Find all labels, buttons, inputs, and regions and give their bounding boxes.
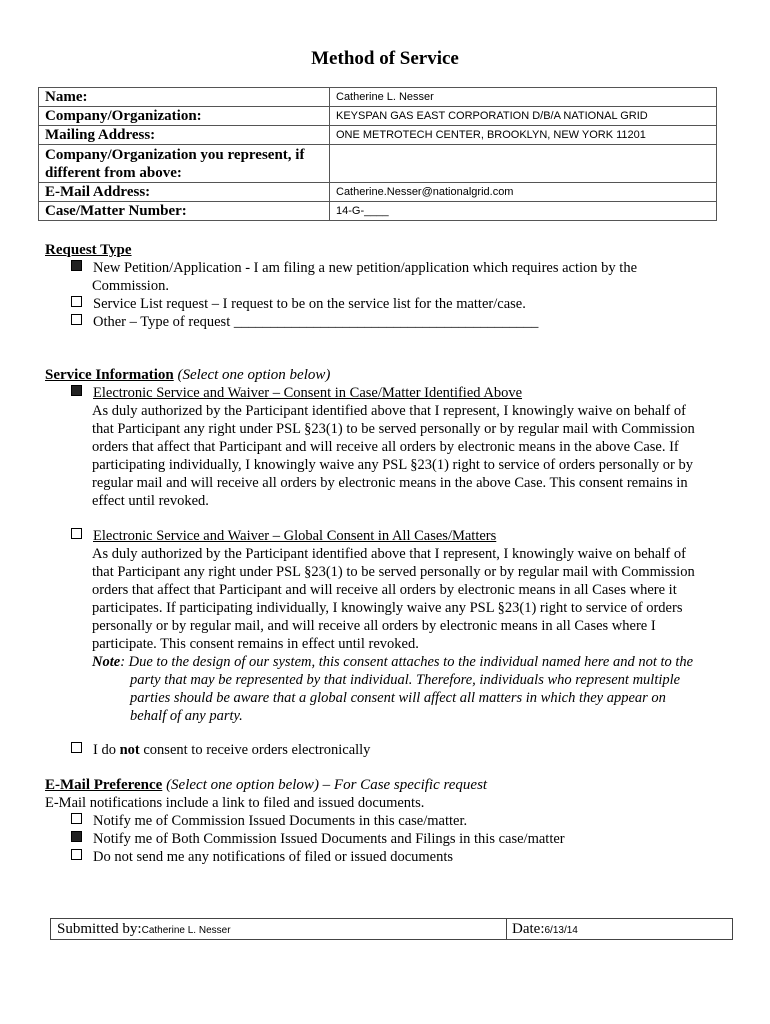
name-field[interactable]: Catherine L. Nesser — [330, 88, 717, 107]
text-line: effect until revoked. — [92, 493, 209, 509]
mailing-address-field[interactable]: ONE METROTECH CENTER, BROOKLYN, NEW YORK 11201 — [330, 126, 717, 145]
email-field[interactable]: Catherine.Nesser@nationalgrid.com — [330, 183, 717, 202]
option-label: Notify me of Commission Issued Documents in this case/matter. — [93, 813, 468, 829]
option-label: Service List request – I request to be on the service list for the matter/case. — [93, 296, 526, 312]
note-line — [92, 653, 695, 671]
email-option-commission[interactable] — [71, 812, 467, 830]
represented-company-field[interactable] — [330, 145, 717, 183]
contact-info-table — [38, 87, 717, 221]
checkbox-checked[interactable] — [71, 831, 82, 842]
email-option-none[interactable] — [71, 848, 453, 866]
text-line: regular mail and will receive all orders by electronic means in the above Case. This consent remains in — [92, 475, 688, 491]
checkbox-checked[interactable] — [71, 385, 82, 396]
text-line: personally or by regular mail, and will receive all orders by electronic means in all Cases where I — [92, 618, 656, 634]
option-label-continued: Commission. — [92, 278, 169, 294]
option-label: New Petition/Application - I am filing a new petition/application which requires action by the — [93, 260, 638, 276]
text-line: that Participant any right under PSL §23(1) to be served personally or by regular mail with Commission — [92, 421, 695, 437]
name-label: Name: — [39, 88, 330, 107]
checkbox[interactable] — [71, 813, 82, 824]
text-line: As duly authorized by the Participant identified above that I represent, I knowingly waive on behalf of — [92, 546, 686, 562]
text-line: participate. This consent remains in effect until revoked. — [92, 636, 419, 652]
represented-company-label: Company/Organization you represent, if different from above: — [39, 145, 330, 183]
request-option-new-petition[interactable] — [71, 259, 637, 277]
text-line: participates. If participating individually, I knowingly waive any PSL §23(1) right to service of orders — [92, 600, 683, 616]
heading-text: E-Mail Preference — [45, 777, 163, 793]
option-label: Notify me of Both Commission Issued Documents and Filings in this case/matter — [93, 831, 565, 847]
table-row — [39, 88, 717, 107]
table-row — [39, 183, 717, 202]
mailing-address-label: Mailing Address: — [39, 126, 330, 145]
note-label: Note — [92, 654, 121, 670]
text-line: orders that affect that Participant and will receive all orders by electronic means in all Cases where it — [92, 582, 677, 598]
text-line: As duly authorized by the Participant identified above that I represent, I knowingly waive on behalf of — [92, 403, 686, 419]
request-option-service-list[interactable] — [71, 295, 526, 313]
option-label: consent to receive orders electronically — [139, 742, 371, 758]
email-pref-heading — [45, 776, 487, 794]
service-option-case-consent[interactable] — [71, 384, 522, 402]
submitted-by-label: Submitted by: — [57, 921, 142, 937]
option-title: Electronic Service and Waiver – Consent in Case/Matter Identified Above — [93, 385, 523, 401]
page-title: Method of Service — [311, 48, 459, 69]
email-pref-intro: E-Mail notifications include a link to filed and issued documents. — [45, 795, 425, 811]
table-row — [39, 126, 717, 145]
submitted-by-field[interactable]: Catherine L. Nesser — [141, 925, 231, 936]
option-label: Do not send me any notifications of filed or issued documents — [93, 849, 454, 865]
table-row — [39, 145, 717, 183]
note-text: : Due to the design of our system, this consent attaches to the individual named here and not to the — [120, 654, 694, 670]
note-line: parties should be aware that a global consent will affect all matters in which they appear on — [130, 690, 666, 706]
note-line: party that may be represented by that individual. Therefore, individuals who represent multiple — [130, 672, 681, 688]
service-option-1-text — [92, 402, 695, 510]
divider — [506, 919, 507, 939]
table-row — [39, 202, 717, 221]
checkbox[interactable] — [71, 849, 82, 860]
heading-note: (Select one option below) – For Case specific request — [166, 777, 488, 793]
text-line: participating individually, I knowingly waive any PSL §23(1) right to service of orders personally or by — [92, 457, 693, 473]
checkbox[interactable] — [71, 528, 82, 539]
submission-footer — [50, 918, 733, 940]
service-option-2-text — [92, 545, 695, 725]
request-type-heading: Request Type — [45, 242, 132, 258]
table-row — [39, 107, 717, 126]
note-line: behalf of any party. — [130, 708, 243, 724]
checkbox[interactable] — [71, 296, 82, 307]
text-line: that Participant any right under PSL §23(1) to be served personally or by regular mail with Commission — [92, 564, 695, 580]
option-label: I do — [93, 742, 120, 758]
option-label: Other – Type of request __________________________________________ — [93, 314, 539, 330]
company-label: Company/Organization: — [39, 107, 330, 126]
case-number-field[interactable]: 14-G-____ — [330, 202, 717, 221]
text-line: orders that affect that Participant and will receive all orders by electronic means in the above Case. If — [92, 439, 679, 455]
option-title: Electronic Service and Waiver – Global Consent in All Cases/Matters — [93, 528, 497, 544]
checkbox[interactable] — [71, 742, 82, 753]
service-option-global-consent[interactable] — [71, 527, 496, 545]
heading-note: (Select one option below) — [177, 367, 331, 383]
email-option-both[interactable] — [71, 830, 565, 848]
email-label: E-Mail Address: — [39, 183, 330, 202]
checkbox[interactable] — [71, 314, 82, 325]
submitted-by — [57, 919, 231, 939]
date-label: Date: — [512, 921, 545, 937]
service-info-heading — [45, 366, 330, 384]
request-option-other[interactable] — [71, 313, 538, 331]
case-number-label: Case/Matter Number: — [39, 202, 330, 221]
service-option-no-consent[interactable] — [71, 741, 370, 759]
heading-text: Service Information — [45, 367, 174, 383]
company-field[interactable]: KEYSPAN GAS EAST CORPORATION D/B/A NATIONAL GRID — [330, 107, 717, 126]
date — [512, 919, 578, 939]
date-field[interactable]: 6/13/14 — [544, 925, 578, 936]
checkbox-checked[interactable] — [71, 260, 82, 271]
option-label-emphasis: not — [119, 742, 140, 758]
